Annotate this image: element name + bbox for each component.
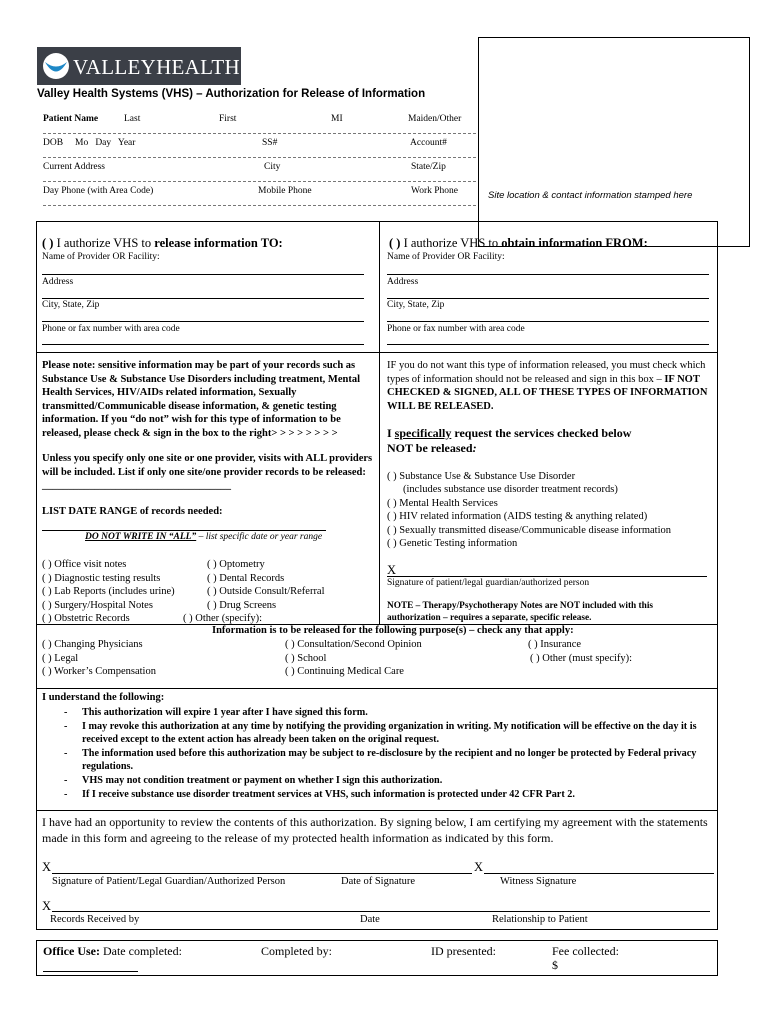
logo-text: VALLEYHEALTH	[73, 55, 240, 79]
do-not-write-text: DO NOT WRITE IN “ALL”	[85, 532, 197, 542]
purpose-col2	[285, 638, 422, 679]
patient-signature-field[interactable]	[52, 873, 472, 874]
address-field[interactable]	[43, 181, 476, 182]
understand-item: - The information used before this authorization may be subject to re-disclosure by the recipient and no longer be protected by Federal privacy regulations.	[56, 747, 706, 774]
record-other[interactable]: ( ) Other (specify):	[183, 613, 263, 624]
purpose-consultation[interactable]: ( ) Consultation/Second Opinion	[285, 639, 422, 650]
restrict-intro-text: IF you do not want this type of information released, you must check which types of information should not be released and sign in this box –	[387, 360, 706, 385]
release-to-phone-label: Phone or fax number with area code	[42, 324, 180, 334]
obtain-from-lead: I authorize VHS to	[403, 236, 499, 250]
records-col1	[42, 558, 175, 626]
received-sign-x: X	[42, 899, 52, 913]
release-to-phone-field[interactable]	[42, 344, 364, 345]
account-label: Account#	[410, 138, 447, 148]
records-received-field[interactable]	[52, 911, 710, 912]
stamp-box-label: Site location & contact information stamped here	[488, 190, 693, 201]
understand-item: - I may revoke this authorization at any time by notifying the providing organization in writing. My notification will be effective on the day it is received except to the extent action has already been taken on the original request.	[56, 720, 706, 747]
purpose-insurance[interactable]: ( ) Insurance	[528, 639, 582, 650]
relationship-label: Relationship to Patient	[492, 914, 588, 925]
records-col2	[183, 558, 325, 626]
one-site-note: Unless you specify only one site or one provider, visits with ALL providers will be included. List if only one site/one provider records to be released: ____________________________________	[42, 453, 373, 492]
understand-list	[56, 706, 706, 801]
restrict-items	[387, 470, 671, 550]
release-to-address-field[interactable]	[42, 298, 364, 299]
city-label: City	[264, 162, 281, 172]
patient-name-field[interactable]	[43, 133, 476, 134]
records-received-label: Records Received by	[50, 914, 140, 925]
date-completed-field[interactable]	[43, 971, 138, 972]
list-specific-text: – list specific date or year range	[196, 532, 323, 542]
date-range-field[interactable]	[42, 530, 326, 531]
purpose-changing-physicians[interactable]: ( ) Changing Physicians	[42, 639, 143, 650]
mobile-phone-label: Mobile Phone	[258, 186, 312, 196]
purpose-col3	[528, 638, 632, 665]
date-completed-label: Date completed:	[102, 944, 182, 958]
record-office-visit[interactable]: ( ) Office visit notes	[42, 559, 127, 570]
obtain-from-header	[389, 236, 648, 251]
date-of-signature-label: Date of Signature	[341, 876, 416, 887]
state-zip-label: State/Zip	[411, 162, 446, 172]
purpose-school[interactable]: ( ) School	[285, 652, 327, 664]
therapy-note: NOTE – Therapy/Psychotherapy Notes are NOT included with this authorization – requires a separate, specific release.	[387, 601, 654, 624]
record-optometry[interactable]: ( ) Optometry	[207, 559, 265, 570]
restrict-intro-bold: IF NOT CHECKED & SIGNED, ALL OF THESE TYPES OF INFORMATION WILL BE RELEASED.	[387, 373, 708, 412]
release-to-bold: release information TO:	[154, 236, 283, 250]
office-use-label: Office Use:	[43, 944, 100, 958]
specifically-request: I specifically request the services checked below	[387, 426, 632, 440]
obtain-from-city-label: City, State, Zip	[387, 300, 445, 310]
dob-field[interactable]	[43, 157, 476, 158]
completed-by-label: Completed by:	[261, 944, 332, 958]
valley-health-logo	[37, 47, 241, 85]
stamp-box	[478, 37, 750, 247]
patient-name-label: Patient Name	[43, 114, 99, 124]
obtain-from-phone-field[interactable]	[387, 344, 709, 345]
date-label: Date	[360, 914, 380, 925]
first-label: First	[219, 114, 237, 124]
record-drug-screens[interactable]: ( ) Drug Screens	[207, 599, 277, 611]
obtain-from-phone-label: Phone or fax number with area code	[387, 324, 525, 334]
mo-day-year-label: Mo Day Year	[75, 138, 136, 148]
record-obstetric[interactable]: ( ) Obstetric Records	[42, 613, 130, 624]
record-dental[interactable]: ( ) Dental Records	[207, 572, 285, 584]
record-outside-consult[interactable]: ( ) Outside Consult/Referral	[207, 586, 325, 597]
release-to-lead: I authorize VHS to	[56, 236, 152, 250]
date-range-hint	[85, 532, 322, 542]
obtain-from-address-label: Address	[387, 277, 419, 287]
understand-header: I understand the following:	[42, 692, 165, 703]
obtain-from-address-field[interactable]	[387, 298, 709, 299]
purpose-continuing-care[interactable]: ( ) Continuing Medical Care	[285, 666, 404, 677]
phone-field[interactable]	[43, 205, 476, 206]
release-to-provider-field[interactable]	[42, 274, 364, 275]
logo-emblem-icon	[41, 51, 71, 81]
understand-item: - This authorization will expire 1 year after I have signed this form.	[56, 706, 706, 720]
release-to-address-label: Address	[42, 277, 74, 287]
obtain-from-provider-label: Name of Provider OR Facility:	[387, 252, 505, 262]
purpose-legal[interactable]: ( ) Legal	[42, 652, 79, 664]
authorization-row-divider	[36, 352, 718, 353]
release-to-provider-label: Name of Provider OR Facility:	[42, 252, 160, 262]
purpose-header: Information is to be released for the following purpose(s) – check any that apply:	[212, 625, 574, 636]
record-lab-reports[interactable]: ( ) Lab Reports (includes urine)	[42, 586, 175, 597]
sensitive-info-note: Please note: sensitive information may be part of your records such as Substance Use & Substance Use Disorders including treatment, Mental Health Services, HIV/AIDs related information, Sexually transmitted/Communicable disease information, & genetic testing information. If you “do not” wish for this type of information to be released, please check & sign in the box to the right> > > > > > > >	[42, 360, 361, 439]
consent-text: I have had an opportunity to review the contents of this authorization. By signing below, I am certifying my agreement with the statements made in this form and agreeing to the release of my protected health information as indicated by this form.	[42, 815, 708, 845]
authorization-divider	[379, 221, 380, 625]
witness-signature-field[interactable]	[484, 873, 714, 874]
obtain-from-city-field[interactable]	[387, 321, 709, 322]
fee-dollar-sign: $	[552, 958, 558, 972]
restrict-sign-x: X	[387, 563, 397, 577]
restrict-signature-field[interactable]	[387, 576, 707, 577]
purpose-col1	[42, 638, 156, 679]
day-phone-label: Day Phone (with Area Code)	[43, 186, 154, 196]
date-range-label: LIST DATE RANGE of records needed:	[42, 506, 223, 517]
obtain-from-bold: obtain information FROM:	[501, 236, 648, 250]
restrict-std[interactable]: ( ) Sexually transmitted disease/Communicable disease information	[387, 524, 672, 536]
current-address-label: Current Address	[43, 162, 106, 172]
record-diagnostic[interactable]: ( ) Diagnostic testing results	[42, 572, 161, 584]
release-to-city-field[interactable]	[42, 321, 364, 322]
ss-label: SS#	[262, 138, 278, 148]
fee-collected-label: Fee collected:	[552, 944, 619, 958]
restrict-genetic[interactable]: ( ) Genetic Testing information	[387, 538, 518, 550]
record-surgery[interactable]: ( ) Surgery/Hospital Notes	[42, 599, 153, 611]
patient-sign-x: X	[42, 860, 52, 874]
restrict-hiv[interactable]: ( ) HIV related information (AIDS testing & anything related)	[387, 511, 648, 523]
office-use-row	[43, 944, 182, 959]
obtain-from-checkbox[interactable]: ( )	[389, 236, 401, 250]
understand-item: - If I receive substance use disorder treatment services at VHS, such information is protected under 42 CFR Part 2.	[56, 788, 706, 802]
last-label: Last	[124, 114, 141, 124]
purpose-other[interactable]: ( ) Other (must specify):	[530, 652, 633, 664]
work-phone-label: Work Phone	[411, 186, 458, 196]
release-to-header	[42, 236, 283, 251]
witness-sign-x: X	[474, 860, 484, 874]
restrict-substance-use[interactable]: ( ) Substance Use & Substance Use Disorder	[387, 471, 576, 482]
patient-signature-label: Signature of Patient/Legal Guardian/Authorized Person	[52, 876, 286, 887]
restrict-substance-note: (includes substance use disorder treatment records)	[403, 484, 618, 496]
restrict-mental-health[interactable]: ( ) Mental Health Services	[387, 497, 498, 509]
purpose-workers-comp[interactable]: ( ) Worker’s Compensation	[42, 666, 156, 677]
not-released: NOT be released:	[387, 441, 477, 455]
maiden-label: Maiden/Other	[408, 114, 462, 124]
specifically-underlined: specifically	[394, 426, 452, 440]
restrict-intro	[387, 359, 715, 413]
dob-label: DOB	[43, 138, 64, 148]
id-presented-label: ID presented:	[431, 944, 496, 958]
obtain-from-provider-field[interactable]	[387, 274, 709, 275]
release-to-city-label: City, State, Zip	[42, 300, 100, 310]
understand-item: - VHS may not condition treatment or payment on whether I sign this authorization.	[56, 774, 706, 788]
form-title: Valley Health Systems (VHS) – Authorization for Release of Information	[37, 88, 426, 100]
witness-signature-label: Witness Signature	[500, 876, 577, 887]
mi-label: MI	[331, 114, 343, 124]
release-to-checkbox[interactable]: ( )	[42, 236, 54, 250]
restrict-signature-label: Signature of patient/legal guardian/authorized person	[387, 578, 590, 588]
